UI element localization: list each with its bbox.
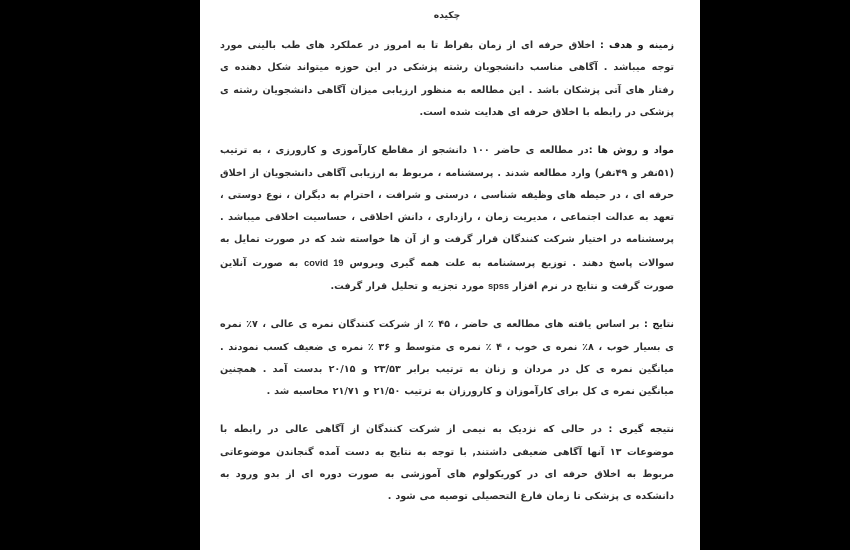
paragraph-label-results: نتایج : <box>644 319 674 331</box>
page-title: چکیده <box>433 10 461 21</box>
paragraph-conclusion <box>220 419 674 508</box>
paragraph-text-conclusion: در حالی که نزدیک به نیمی از شرکت کنندگان از آگاهی عالی در رابطه با موضوعات ۱۳ آنها آگاهی ضعیفی داشتند, با توجه به نتایج به دست آمده گنجاندن موضوعاتی مربوط به اخلاق حرفه ای در کوریکولوم های آموزشی به صورت دوره ای از بدو ورود به دانشکده ی پزشکی تا زمان فارغ التحصیلی توصیه می شود . <box>220 424 674 503</box>
paragraph-background <box>220 35 674 124</box>
paragraph-label-methods: مواد و روش ها : <box>588 145 674 157</box>
paragraph-text-methods-part2: به صورت آنلاین صورت گرفت و نتایج در نرم افزار <box>220 257 674 292</box>
paragraph-text-methods-part1: در مطالعه ی حاضر ۱۰۰ دانشجو از مقاطع کارآموزی و کارورزی ، به ترتیب (۵۱نفر و ۴۹نفر) وارد مطالعه شدند . پرسشنامه ، مربوط به ارزیابی آگاهی دانشجویان از اخلاق حرفه ای ، در حیطه های وظیفه شناسی ، درستی و شرافت ، احترام به دیگران ، نوع دوستی ، تعهد به عدالت اجتماعی ، مدیریت زمان ، رازداری ، دانش اخلاقی ، حساسیت اخلاقی میباشد . پرسشنامه در اختیار شرکت کنندگان قرار گرفت و از آن ها خواسته شد که در صورت تمایل به سوالات پاسخ دهند . توزیع پرسشنامه به علت همه گیری ویروس <box>220 145 675 269</box>
paragraph-text-results: بر اساس یافته های مطالعه ی حاضر ، ۴۵ ٪ از شرکت کنندگان نمره ی عالی ، ۷٪ نمره ی بسیار خوب ، ۸٪ نمره ی خوب ، ۴ ٪ نمره ی متوسط و ۳۶ ٪ نمره ی ضعیف کسب نمودند . میانگین نمره ی کل در مردان و زنان به ترتیب برابر ۲۳/۵۳ و ۲۰/۱۵ بدست آمد . همچنین میانگین نمره ی کل برای کارآموزان و کارورزان به ترتیب ۲۱/۵۰ و ۲۱/۷۱ محاسبه شد . <box>220 319 674 398</box>
paragraph-methods <box>220 140 674 298</box>
inline-term-covid19: covid 19 <box>304 257 344 268</box>
document-page <box>200 0 700 550</box>
paragraph-label-conclusion: نتیجه گیری : <box>608 424 675 436</box>
letterbox-right <box>0 0 200 550</box>
paragraph-text-background: اخلاق حرفه ای از زمان بقراط تا به امروز در عملکرد های طب بالینی مورد توجه میباشد . آگاهی مناسب دانشجویان رشته پزشکی در این حوزه میتواند شکل دهنده ی رفتار های آتی پزشکان باشد . این مطالعه به منظور ارزیابی میزان آگاهی دانشجویان رشته ی پزشکی در رابطه با اخلاق حرفه ای هدایت شده است. <box>220 40 674 118</box>
paragraph-results <box>220 314 674 403</box>
document-body <box>200 0 700 550</box>
paragraph-text-methods-part3: مورد تجزیه و تحلیل قرار گرفت. <box>330 281 489 292</box>
paragraph-label-background: زمینه و هدف : <box>599 40 674 52</box>
letterbox-left <box>700 0 850 550</box>
inline-term-spss: spss <box>488 281 509 291</box>
